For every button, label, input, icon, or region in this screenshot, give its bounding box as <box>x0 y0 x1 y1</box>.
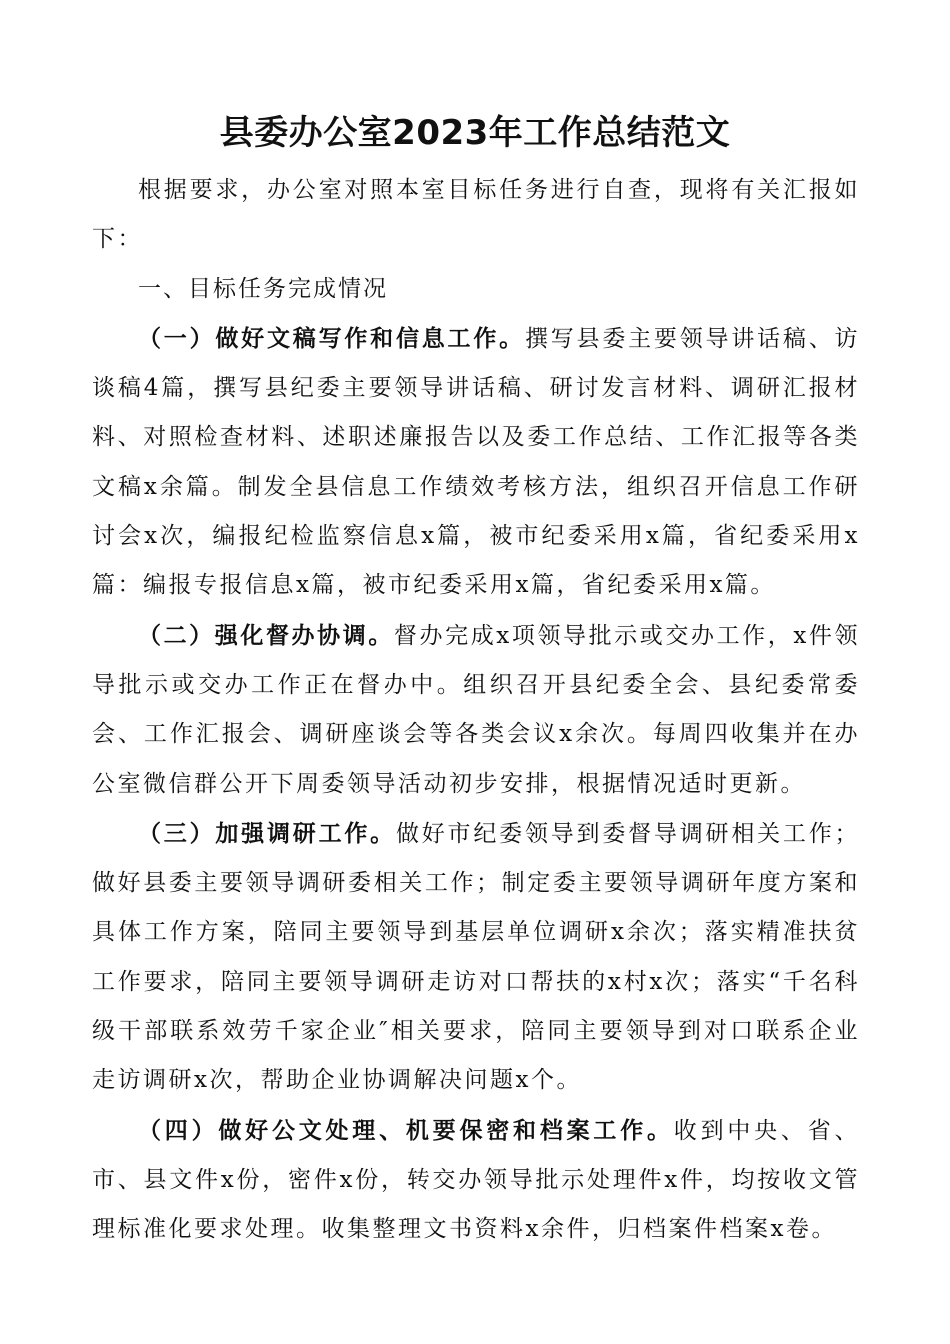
intro-paragraph: 根据要求，办公室对照本室目标任务进行自查，现将有关汇报如下： <box>92 177 860 253</box>
paragraph-item-4 <box>92 1106 860 1255</box>
document-title: 县委办公室2023年工作总结范文 <box>219 113 731 153</box>
paragraph-lead: （三）加强调研工作。 <box>138 819 396 847</box>
paragraph-item-3 <box>92 809 860 1106</box>
paragraph-text: 做好市纪委领导到委督导调研相关工作；做好县委主要领导调研委相关工作；制定委主要领导调研年度方案和具体工作方案，陪同主要领导到基层单位调研x余次；落实精准扶贫工作要求，陪同主要领导调研走访对口帮扶的x村x次；落实“千名科级干部联系效劳千家企业″相关要求，陪同主要领导到对口联系企业走访调研x次，帮助企业协调解决问题x个。 <box>92 820 861 1094</box>
paragraph-lead: （二）强化督办协调。 <box>138 621 394 649</box>
paragraph-lead: （一）做好文稿写作和信息工作。 <box>138 324 525 352</box>
paragraph-text: 撰写县委主要领导讲话稿、访谈稿4篇，撰写县纪委主要领导讲话稿、研讨发言材料、调研汇报材料、对照检查材料、述职述廉报告以及委工作总结、工作汇报等各类文稿x余篇。制发全县信息工作绩效考核方法，组织召开信息工作研讨会x次，编报纪检监察信息x篇，被市纪委采用x篇，省纪委采用x篇：编报专报信息x篇，被市纪委采用x篇，省纪委采用x篇。 <box>92 325 861 599</box>
paragraph-text: 收到中央、省、市、县文件x份，密件x份，转交办领导批示处理件x件，均按收文管理标准化要求处理。收集整理文书资料x余件，归档案件档案x卷。 <box>92 1117 861 1243</box>
paragraph-text: 督办完成x项领导批示或交办工作，x件领导批示或交办工作正在督办中。组织召开县纪委全会、县纪委常委会、工作汇报会、调研座谈会等各类会议x余次。每周四收集并在办公室微信群公开下周委领导活动初步安排，根据情况适时更新。 <box>92 622 861 797</box>
paragraph-item-2 <box>92 611 860 809</box>
paragraph-lead: （四）做好公文处理、机要保密和档案工作。 <box>138 1116 674 1144</box>
paragraph-item-1 <box>92 314 860 611</box>
document-body <box>92 166 860 1255</box>
section-heading: 一、目标任务完成情况 <box>138 275 388 302</box>
